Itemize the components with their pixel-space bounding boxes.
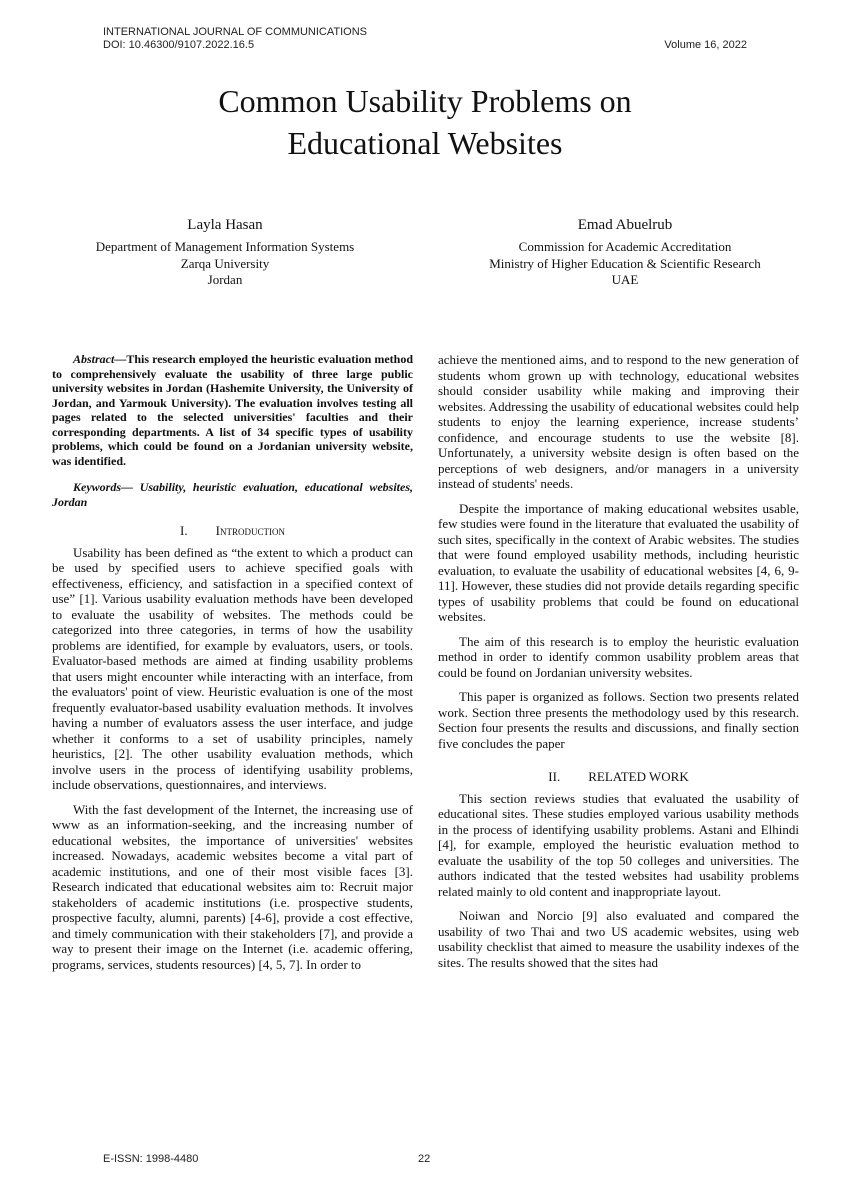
paragraph: Usability has been defined as “the extent to which a product can be used by specified users to achieve specified goals with effectiveness, efficiency, and satisfaction in a specified context of use” [1]. Various usability evaluation methods have been developed to evaluate the usability of websites. The methods could be categorized into three categories, in terms of how the usability problems are identified, for example by evaluators, users, or tools. Evaluator-based methods are aimed at finding usability problems that users might encounter while interacting with an interface, from the evaluators' point of view. Heuristic evaluation is one of the most frequently evaluator-based usability evaluation methods. It involves having a number of evaluators assess the user interface, and judge whether it conforms to a set of usability principles, namely heuristics, [2]. The other usability evaluation methods, which involve users in the process of identifying usability problems, include observations, questionnaires, and interviews. <box>52 544 413 792</box>
keywords-text: Usability, heuristic evaluation, educational websites, Jordan <box>52 480 413 509</box>
author-affiliation: Department of Management Information Systems <box>95 239 355 254</box>
keywords <box>52 480 413 509</box>
section-title: Introduction <box>215 523 285 538</box>
section-heading <box>52 523 413 539</box>
keywords-label: Keywords— <box>73 480 133 494</box>
author-country: Jordan <box>207 272 243 287</box>
paragraph: achieve the mentioned aims, and to respond to the new generation of students whom grown up with technology, educational websites should consider usability while making and improving their websites. Addressing the usability of educational websites could help students to enjoy the learning experience, increase students’ confidence, and encourage students to use the website [8]. Unfortunately, a university website design is often based on the perceptions of web designers, and/or managers in a university instead of students' needs. <box>438 352 799 491</box>
paragraph: This paper is organized as follows. Section two presents related work. Section three presents the methodology used by this research. Section four presents the results and discussions, and finally section five concludes the paper <box>438 689 799 751</box>
running-header <box>103 26 367 52</box>
author-name: Emad Abuelrub <box>577 217 673 233</box>
paragraph: Noiwan and Norcio [9] also evaluated and compared the usability of two Thai and two US academic websites, using web usability checklist that aimed to measure the usability indexes of the sites. The results showed that the sites had <box>438 908 799 970</box>
author-affiliation: Zarqa University <box>180 255 270 271</box>
title-line-1: Common Usability Problems on <box>218 83 632 119</box>
section-number: II. <box>548 769 561 784</box>
section-heading <box>438 769 799 785</box>
paragraph: The aim of this research is to employ the heuristic evaluation method in order to identify common usability problem areas that could be found on Jordanian university websites. <box>438 633 799 680</box>
journal-name: INTERNATIONAL JOURNAL OF COMMUNICATIONS <box>103 26 368 38</box>
author-affiliation: Ministry of Higher Education & Scientific Research <box>489 255 761 271</box>
section-title: RELATED WORK <box>588 769 689 784</box>
issn: E-ISSN: 1998-4480 <box>103 1153 199 1165</box>
author-name: Layla Hasan <box>187 217 263 233</box>
abstract <box>52 352 413 468</box>
author-block <box>465 216 785 289</box>
abstract-label: Abstract— <box>73 352 127 366</box>
left-column <box>52 352 413 981</box>
paragraph: Despite the importance of making educational websites usable, few studies were found in the literature that evaluated the usability of such sites, specifically in the context of Arabic websites. The studies that were found employed usability methods, including heuristic evaluation, to evaluate the usability of educational websites [4, 6, 9-11]. However, these studies did not provide details regarding specific types of usability problems that could be found on educational websites. <box>438 500 799 624</box>
right-column <box>438 352 799 979</box>
author-affiliation: Commission for Academic Accreditation <box>518 239 732 254</box>
paragraph: With the fast development of the Internet, the increasing use of www as an information-seeking, and the increasing number of educational websites, the importance of universities' websites increased. Nowadays, academic websites become a vital part of academic institutions, and one of their most visible faces [3]. Research indicated that educational websites aim to: Recruit major stakeholders of academic institutions (i.e. prospective students, prospective faculty, alumni, parents) [4-6], provide a cost effective, and timely communication with their stakeholders [7], and provide a way to present their image on the Internet (i.e. academic offering, programs, services, students resources) [4, 5, 7]. In order to <box>52 801 413 972</box>
author-country: UAE <box>611 272 639 287</box>
doi: DOI: 10.46300/9107.2022.16.5 <box>103 39 255 51</box>
title-line-2: Educational Websites <box>287 125 563 161</box>
page-number: 22 <box>418 1153 431 1165</box>
paper-title <box>0 80 850 164</box>
abstract-text: This research employed the heuristic evaluation method to comprehensively evaluate the usability of three large public university websites in Jordan (Hashemite University, the University of Jordan, and Yarmouk University). The evaluation involves testing all pages related to the selected universities' faculties and their corresponding departments. A list of 34 specific types of usability problems, which could be found on a Jordanian university website, was identified. <box>52 352 413 468</box>
volume: Volume 16, 2022 <box>664 39 747 51</box>
paragraph: This section reviews studies that evaluated the usability of educational sites. These studies employed various usability methods in the process of identifying usability problems. Astani and Elhindi [4], for example, employed the heuristic evaluation method to evaluate the usability of the top 50 colleges and universities. The authors indicated that the tested websites had usability problems related mainly to old content and inappropriate layout. <box>438 790 799 899</box>
author-block <box>75 216 375 289</box>
section-number: I. <box>180 523 188 538</box>
